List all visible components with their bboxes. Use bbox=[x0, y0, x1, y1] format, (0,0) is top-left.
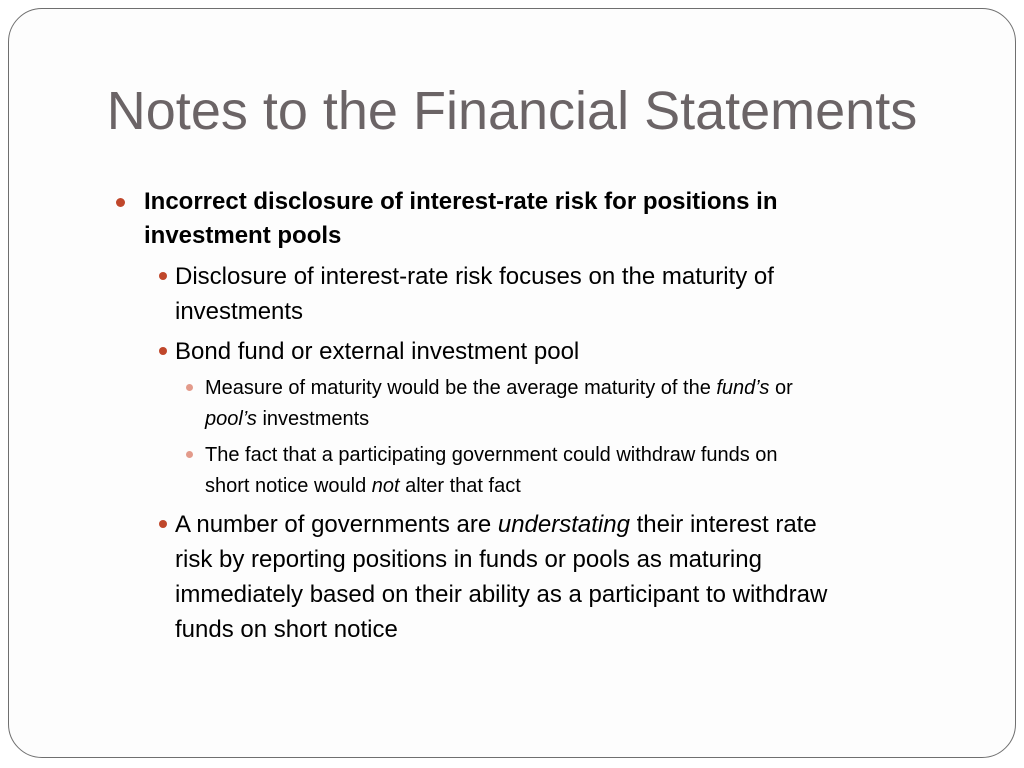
emphasis-text: pool’s bbox=[205, 408, 257, 430]
bullet-line bbox=[205, 373, 793, 404]
bullet-line: Incorrect disclosure of interest-rate risk for positions in bbox=[144, 188, 778, 215]
text-run: short notice would bbox=[205, 475, 372, 497]
emphasis-text: understating bbox=[497, 511, 630, 538]
text-run: investments bbox=[256, 408, 370, 430]
text-run: or bbox=[769, 377, 793, 399]
bullet-line: immediately based on their ability as a participant to withdraw bbox=[175, 581, 828, 608]
bullet-dot bbox=[159, 272, 167, 280]
text-run: alter that fact bbox=[399, 475, 521, 497]
bullet-level2-disclosure-maturity bbox=[175, 259, 774, 329]
bullet-line bbox=[175, 507, 827, 542]
bullet-level3-participating-government bbox=[205, 440, 778, 502]
bullet-line: funds on short notice bbox=[175, 616, 398, 643]
bullet-dot bbox=[159, 347, 167, 355]
text-run: their interest rate bbox=[629, 511, 817, 538]
bullet-line: investments bbox=[175, 298, 304, 325]
emphasis-text: fund’s bbox=[716, 377, 770, 399]
bullet-dot bbox=[186, 384, 193, 391]
bullet-line: Bond fund or external investment pool bbox=[175, 338, 580, 365]
bullet-dot bbox=[159, 520, 167, 528]
bullet-level3-measure-of-maturity bbox=[205, 373, 793, 435]
bullet-line: Disclosure of interest-rate risk focuses on the maturity of bbox=[175, 263, 774, 290]
bullet-line: The fact that a participating government could withdraw funds on bbox=[205, 444, 778, 466]
bullet-dot bbox=[116, 198, 125, 207]
bullet-level2-understating bbox=[175, 507, 827, 647]
text-run: Measure of maturity would be the average maturity of the bbox=[205, 377, 717, 399]
emphasis-text: not bbox=[371, 475, 400, 497]
bullet-line: investment pools bbox=[144, 222, 342, 249]
slide-title: Notes to the Financial Statements bbox=[106, 81, 918, 141]
text-run: A number of governments are bbox=[175, 511, 498, 538]
bullet-line bbox=[205, 404, 793, 435]
bullet-line: risk by reporting positions in funds or pools as maturing bbox=[175, 546, 762, 573]
bullet-line bbox=[205, 471, 778, 502]
bullet-dot bbox=[186, 451, 193, 458]
bullet-level2-bond-fund bbox=[175, 334, 579, 369]
bullet-level1-interest-rate-risk bbox=[144, 185, 777, 253]
